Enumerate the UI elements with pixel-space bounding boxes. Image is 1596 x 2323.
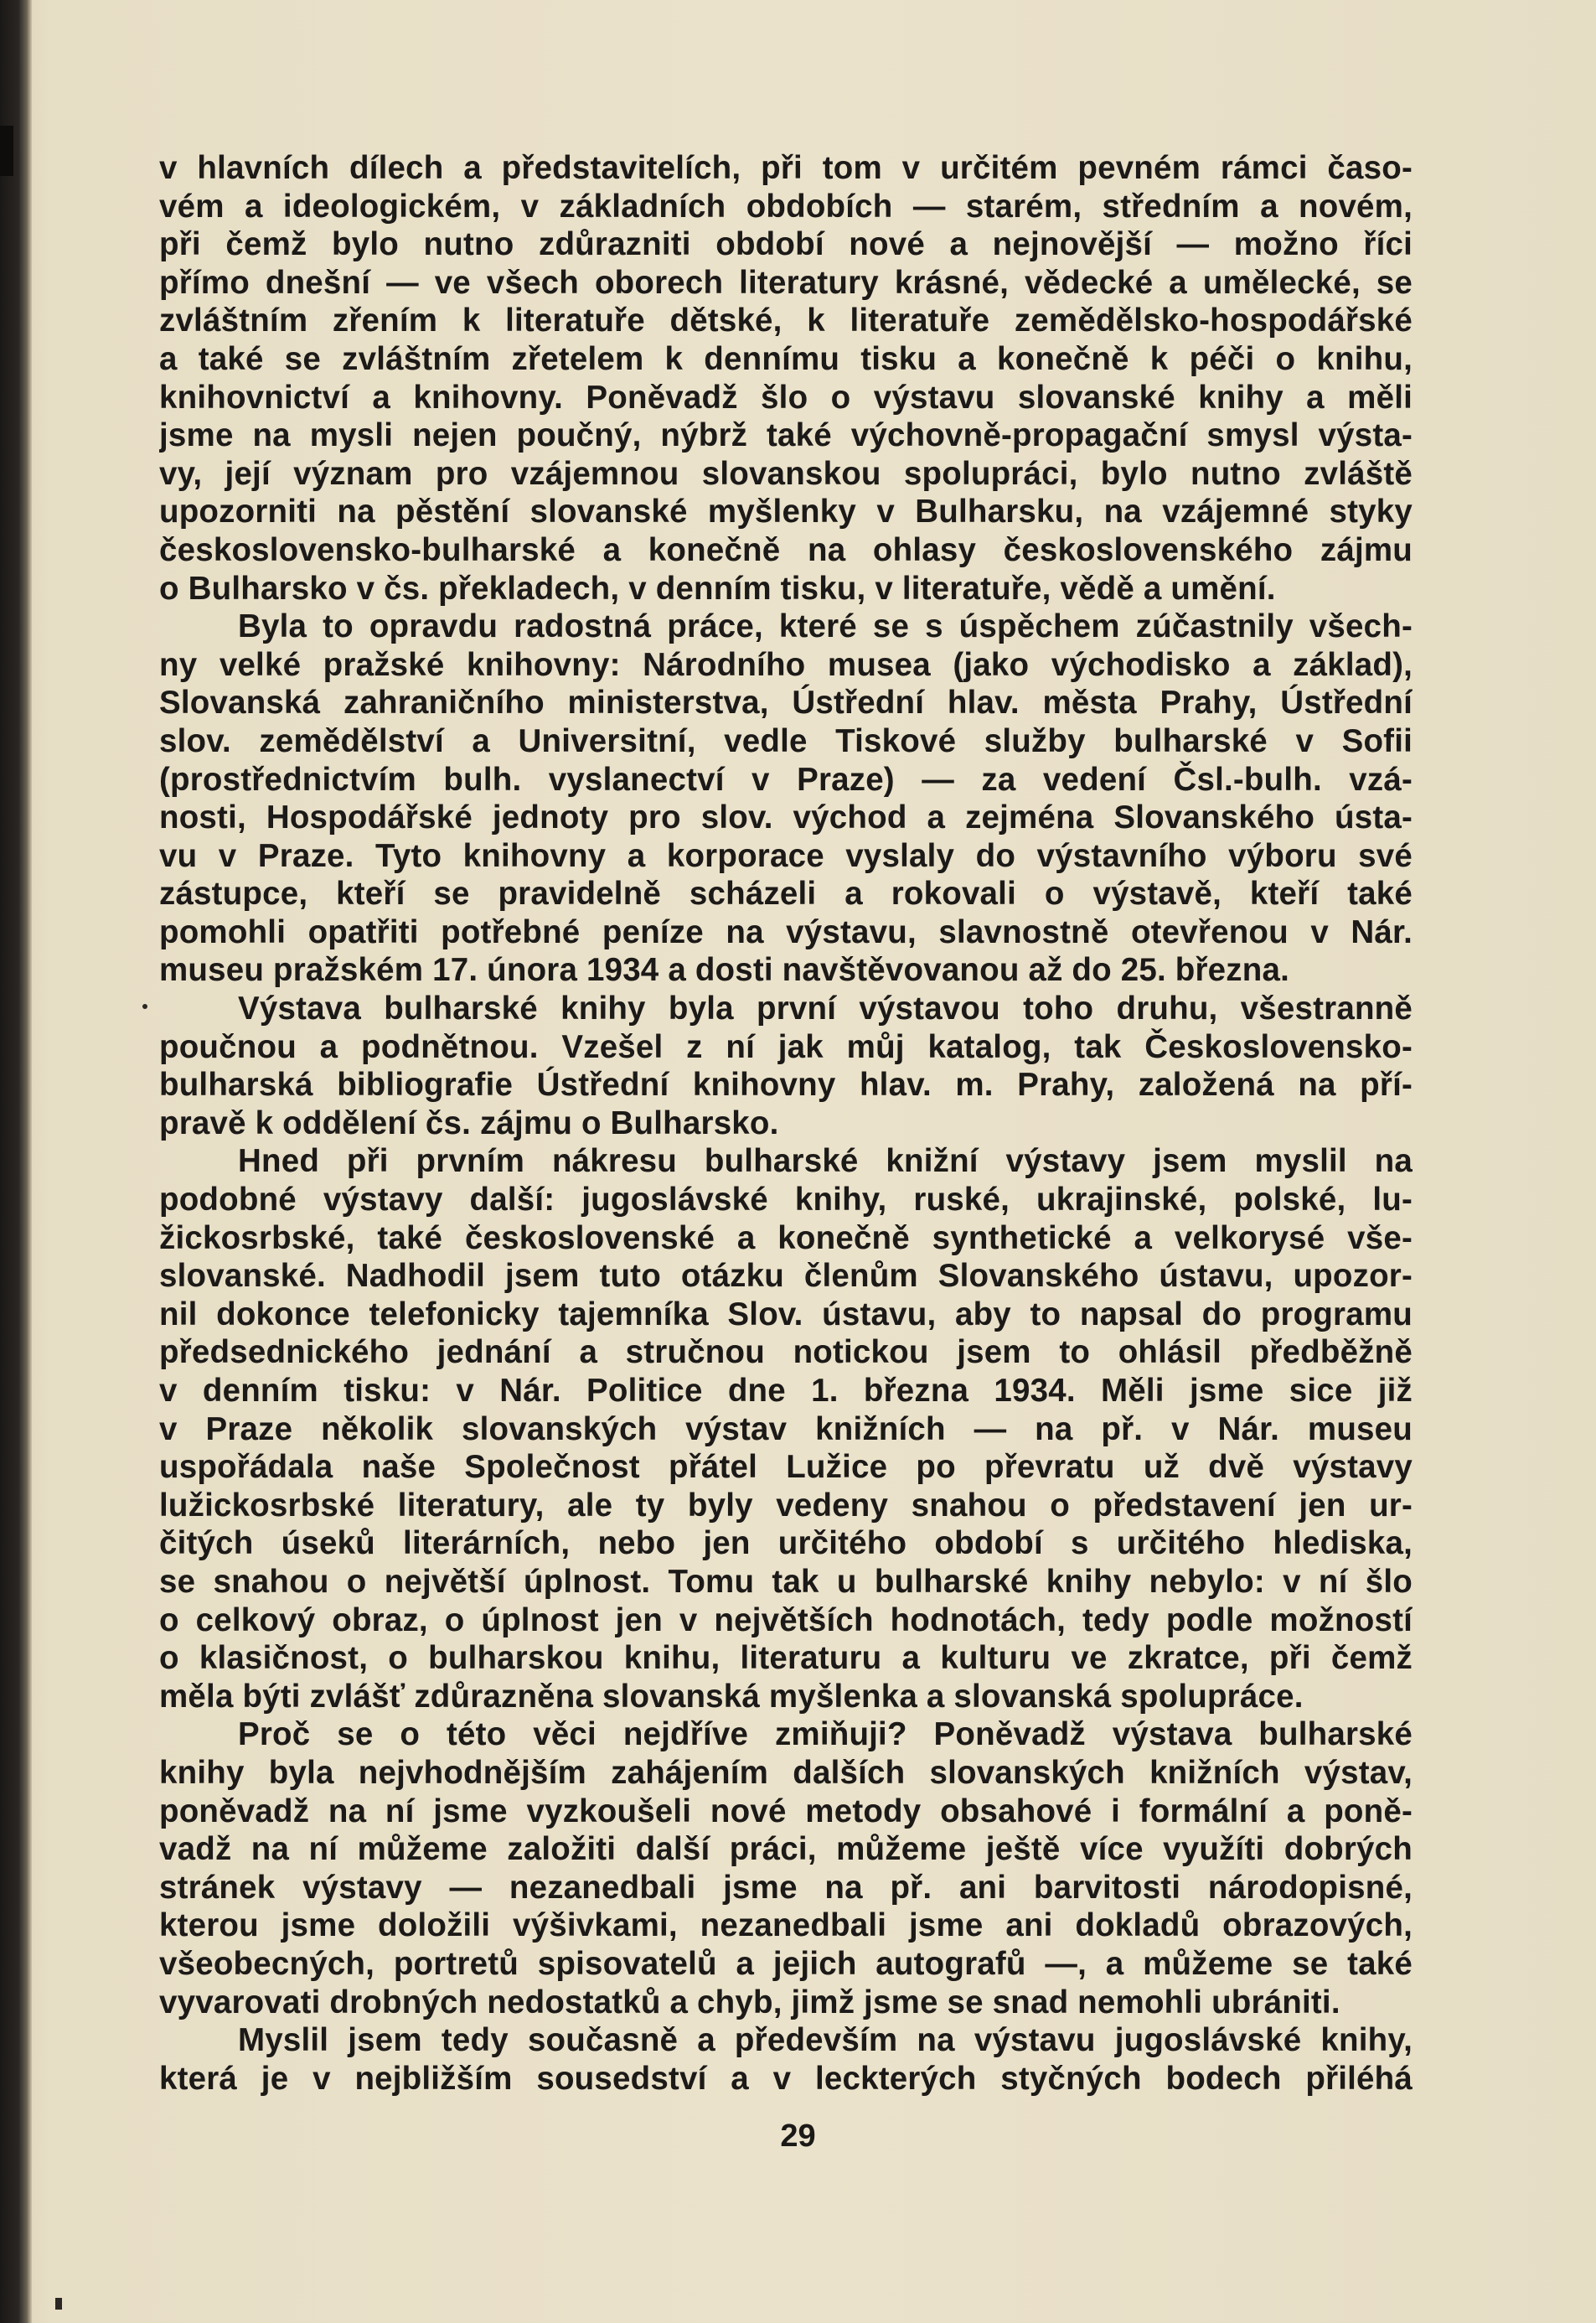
text-line: upozorniti na pěstění slovanské myšlenky v Bulharsku, na vzájemné styky [159, 494, 1413, 530]
text-line: žickosrbské, také československé a konečně synthetické a velkorysé vše- [159, 1219, 1413, 1256]
text-line: pomohli opatřiti potřebné peníze na výstavu, slavnostně otevřenou v Nár. [159, 913, 1413, 950]
text-line: přímo dnešní — ve všech oborech literatury krásné, vědecké a umělecké, se [159, 264, 1413, 301]
text-line: o klasičnost, o bulharskou knihu, literaturu a kulturu ve zkratce, při čemž [159, 1640, 1413, 1677]
text-line: knihy byla nejvhodnějším zahájením dalších slovanských knižních výstav, [159, 1754, 1413, 1791]
text-line: podobné výstavy další: jugoslávské knihy, ruské, ukrajinské, polské, lu- [159, 1182, 1413, 1218]
text-line: o celkový obraz, o úplnost jen v největších hodnotách, tedy podle možností [159, 1601, 1413, 1638]
text-line: Proč se o této věci nejdříve zmiňuji? Poněvadž výstava bulharské [238, 1716, 1413, 1753]
text-line: v hlavních dílech a představitelích, při tom v určitém pevném rámci časo- [159, 150, 1413, 186]
text-line: vu v Praze. Tyto knihovny a korporace vyslaly do výstavního výboru své [159, 837, 1413, 874]
text-line: vadž na ní můžeme založiti další práci, můžeme ještě více využíti dobrých [159, 1831, 1413, 1868]
text-line: stránek výstavy — nezanedbali jsme na př. ani barvitosti národopisné, [159, 1869, 1413, 1906]
text-line: slovanské. Nadhodil jsem tuto otázku členům Slovanského ústavu, upozor- [159, 1258, 1413, 1295]
text-line: nil dokonce telefonicky tajemníka Slov. ústavu, aby to napsal do programu [159, 1296, 1413, 1332]
corner-mark [55, 2298, 62, 2310]
text-line: vy, její význam pro vzájemnou slovanskou spolupráci, bylo nutno zvláště [159, 455, 1413, 492]
text-line: slov. zemědělství a Universitní, vedle Tiskové služby bulharské v Sofii [159, 722, 1413, 759]
text-line: zástupce, kteří se pravidelně scházeli a rokovali o výstavě, kteří také [159, 876, 1413, 913]
text-line: knihovnictví a knihovny. Poněvadž šlo o výstavu slovanské knihy a měli [159, 379, 1413, 416]
text-line: a také se zvláštním zřetelem k dennímu tisku a konečně k péči o knihu, [159, 340, 1413, 377]
text-line: jsme na mysli nejen poučný, nýbrž také výchovně-propagační smysl výsta- [159, 417, 1413, 454]
text-line: která je v nejbližším sousedství a v leckterých styčných bodech přiléhá [159, 2060, 1413, 2097]
margin-mark [142, 1004, 147, 1009]
text-line: lužickosrbské literatury, ale ty byly vedeny snahou o představení jen ur- [159, 1487, 1413, 1524]
text-line: o Bulharsko v čs. překladech, v denním tisku, v literatuře, vědě a umění. [159, 570, 1276, 607]
book-binding-edge [0, 0, 32, 2323]
text-line: Myslil jsem tedy současně a především na výstavu jugoslávské knihy, [238, 2022, 1413, 2059]
text-line: Slovanská zahraničního ministerstva, Ústřední hlav. města Prahy, Ústřední [159, 685, 1413, 722]
text-line: se snahou o největší úplnost. Tomu tak u bulharské knihy nebylo: v ní šlo [159, 1563, 1413, 1600]
text-line: při čemž bylo nutno zdůrazniti období nové a nejnovější — možno říci [159, 226, 1413, 263]
text-line: poučnou a podnětnou. Vzešel z ní jak můj katalog, tak Československo- [159, 1028, 1413, 1065]
text-line: všeobecných, portretů spisovatelů a jejich autografů —, a můžeme se také [159, 1945, 1413, 1982]
text-line: kterou jsme doložili výšivkami, nezanedbali jsme ani dokladů obrazových, [159, 1907, 1413, 1944]
text-line: vém a ideologickém, v základních obdobích — starém, středním a novém, [159, 188, 1413, 225]
text-line: československo-bulharské a konečně na ohlasy československého zájmu [159, 531, 1413, 568]
text-line: vyvarovati drobných nedostatků a chyb, jimž jsme se snad nemohli ubrániti. [159, 1984, 1340, 2020]
text-line: nosti, Hospodářské jednoty pro slov. východ a zejména Slovanského ústa- [159, 799, 1413, 836]
text-line: (prostřednictvím bulh. vyslanectví v Praze) — za vedení Čsl.-bulh. vzá- [159, 761, 1413, 798]
body-text [159, 149, 1413, 2098]
text-line: v Praze několik slovanských výstav knižních — na př. v Nár. museu [159, 1410, 1413, 1447]
page-number: 29 [780, 2119, 816, 2154]
text-line: museu pražském 17. února 1934 a dosti navštěvovanou až do 25. března. [159, 952, 1289, 989]
text-line: v denním tisku: v Nár. Politice dne 1. března 1934. Měli jsme sice již [159, 1373, 1413, 1409]
text-line: uspořádala naše Společnost přátel Lužice po převratu už dvě výstavy [159, 1449, 1413, 1486]
text-line: předsednického jednání a stručnou notickou jsem to ohlásil předběžně [159, 1334, 1413, 1371]
text-line: čitých úseků literárních, nebo jen určitého období s určitého hlediska, [159, 1525, 1413, 1562]
text-line: Hned při prvním nákresu bulharské knižní výstavy jsem myslil na [238, 1143, 1413, 1180]
text-line: ny velké pražské knihovny: Národního musea (jako východisko a základ), [159, 646, 1413, 683]
text-line: poněvadž na ní jsme vyzkoušeli nové metody obsahové i formální a poně- [159, 1793, 1413, 1829]
text-line: měla býti zvlášť zdůrazněna slovanská myšlenka a slovanská spolupráce. [159, 1678, 1304, 1715]
text-line: zvláštním zřením k literatuře dětské, k literatuře zemědělsko-hospodářské [159, 303, 1413, 339]
text-line: bulharská bibliografie Ústřední knihovny hlav. m. Prahy, založená na pří- [159, 1067, 1413, 1104]
binding-notch [0, 126, 13, 176]
text-line: Výstava bulharské knihy byla první výstavou toho druhu, všestranně [238, 991, 1413, 1027]
text-line: pravě k oddělení čs. zájmu o Bulharsko. [159, 1105, 779, 1141]
text-line: Byla to opravdu radostná práce, které se s úspěchem zúčastnily všech- [238, 608, 1413, 645]
